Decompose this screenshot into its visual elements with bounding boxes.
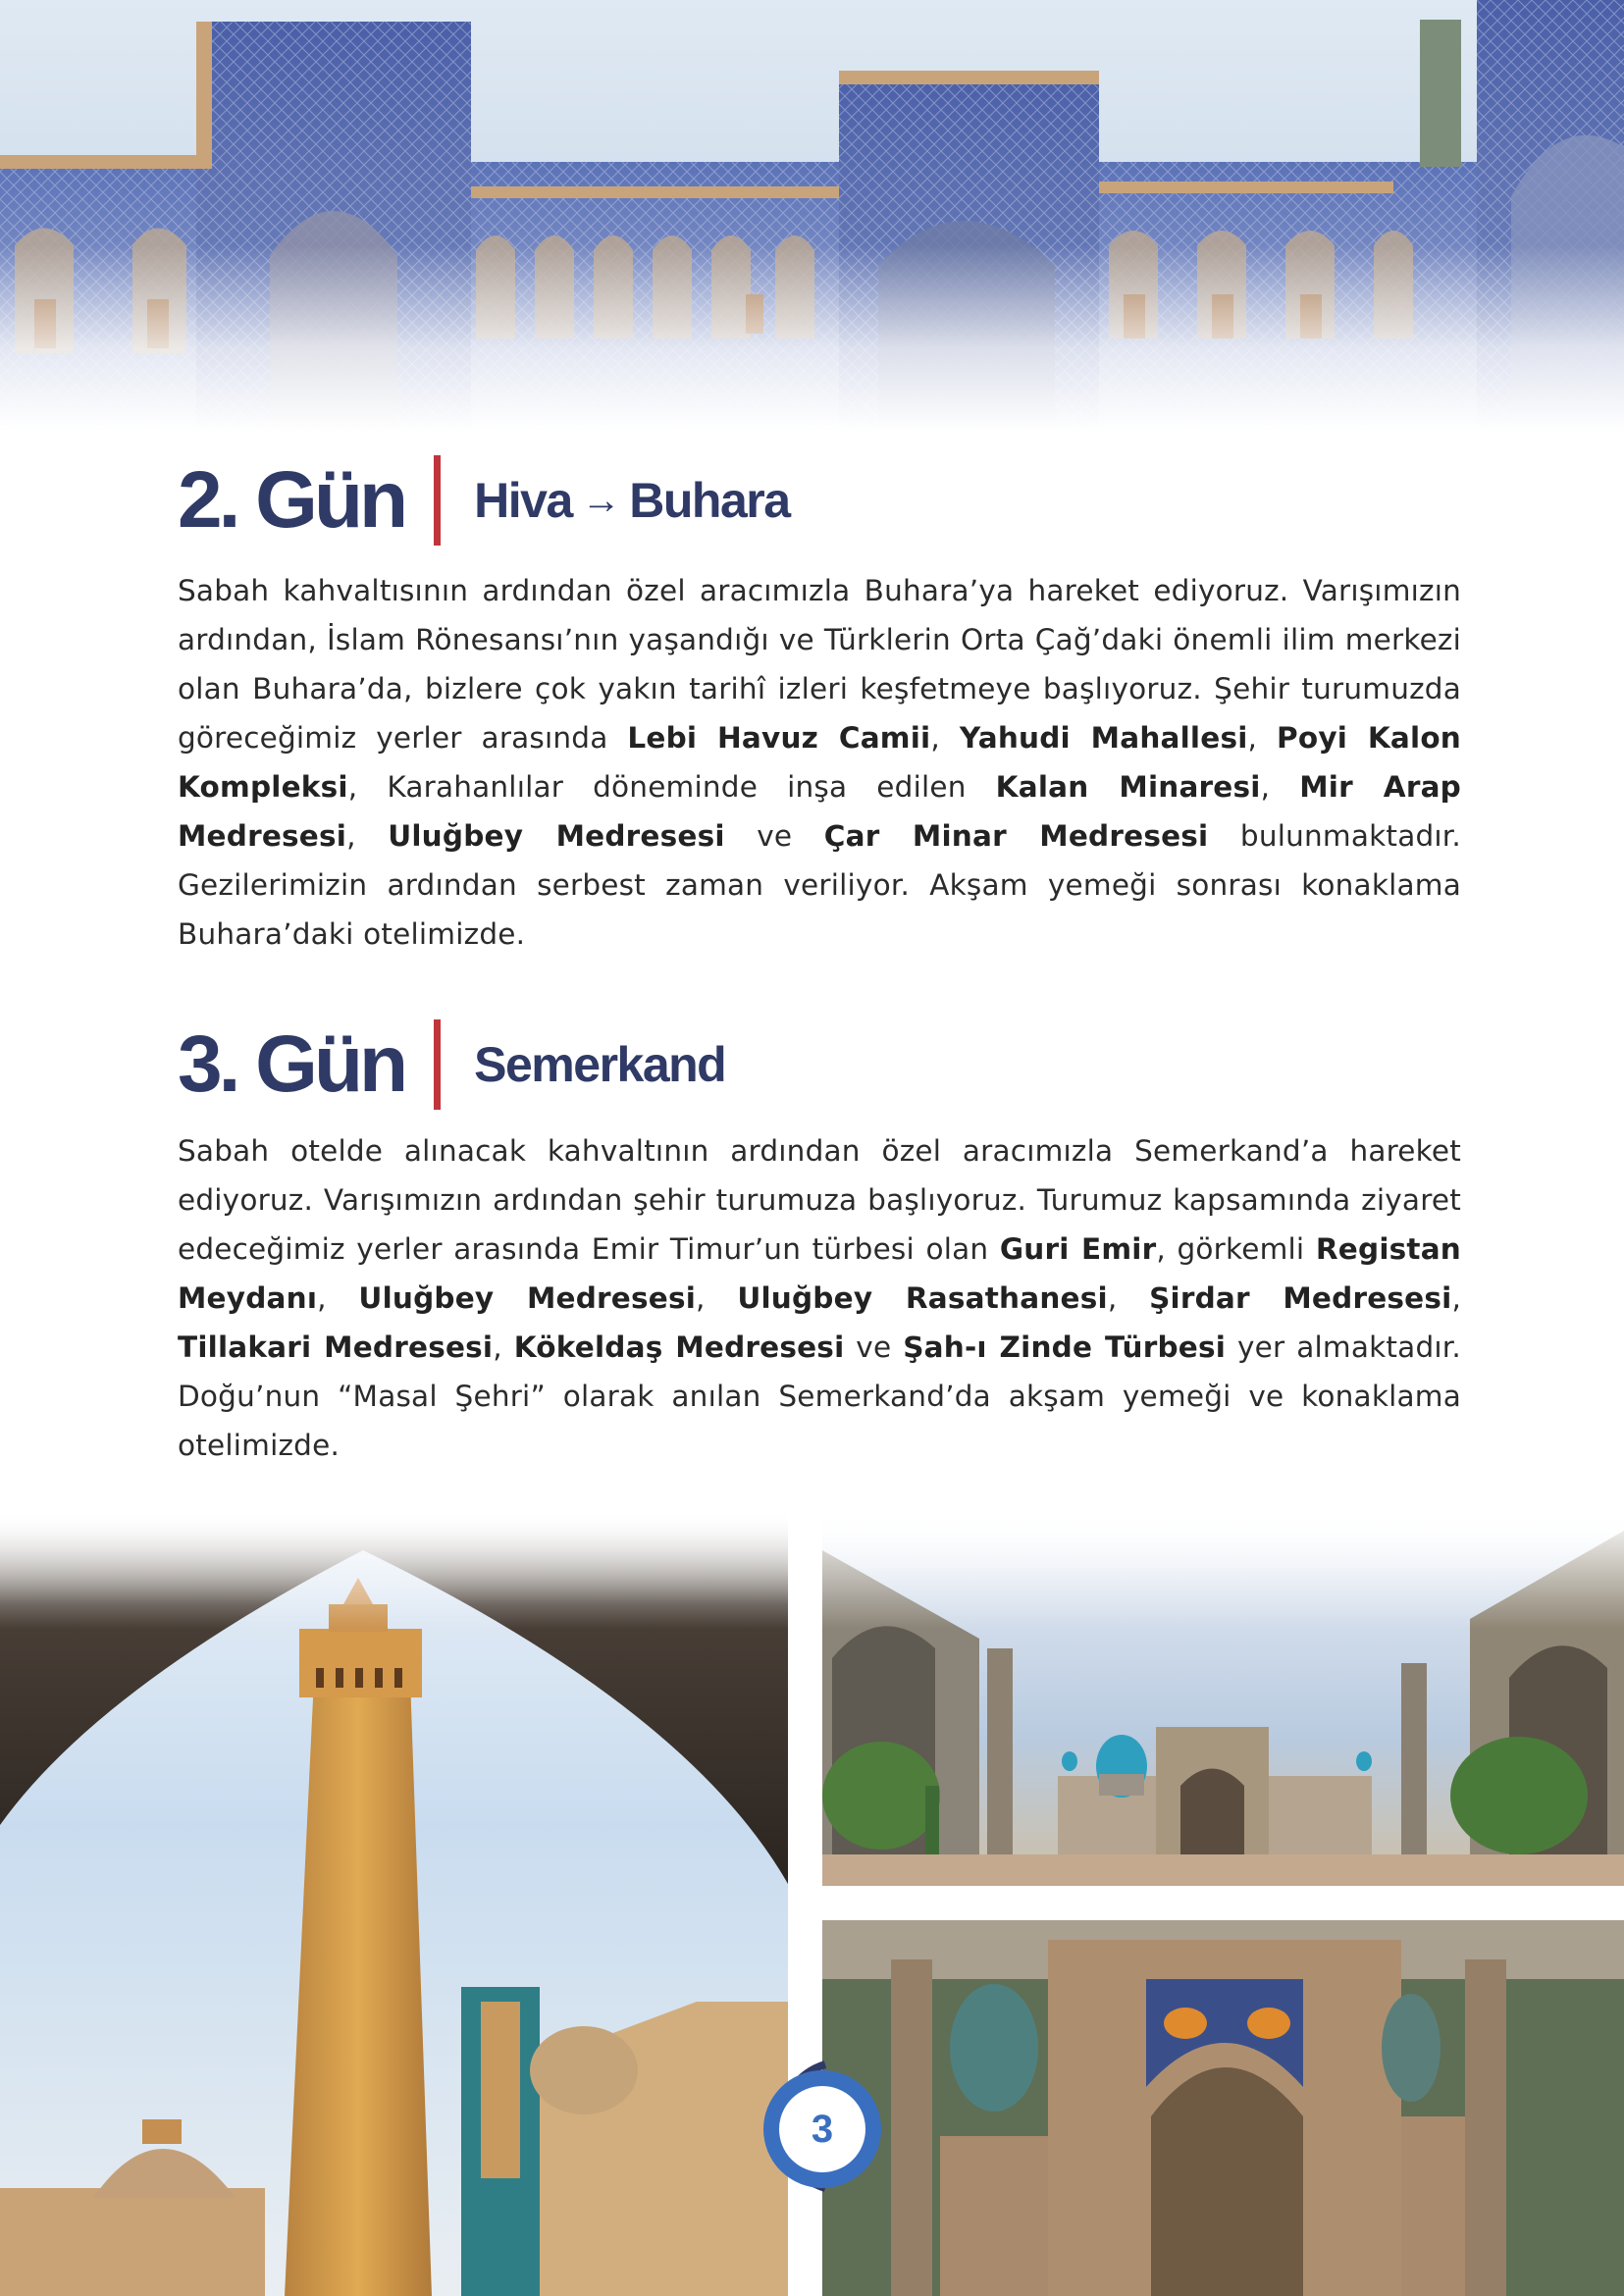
day-2-section xyxy=(178,446,1461,959)
place-name: Kökeldaş Medresesi xyxy=(513,1331,845,1364)
place-name: Guri Emir xyxy=(999,1232,1157,1266)
page-number-badge xyxy=(742,2053,889,2200)
place-name: Çar Minar Medresesi xyxy=(823,819,1209,853)
place-name: Uluğbey Rasathanesi xyxy=(737,1281,1108,1315)
paragraph-text: , xyxy=(317,1281,359,1315)
paragraph-text: , xyxy=(1260,770,1300,804)
arrow-right-icon: → xyxy=(581,479,620,522)
paragraph-text: ve xyxy=(844,1331,904,1364)
place-name: Uluğbey Medresesi xyxy=(358,1281,697,1315)
place-name: Poyi Kalon Kompleksi xyxy=(178,721,1462,804)
day-2-route xyxy=(474,472,789,529)
day-3-route xyxy=(474,1036,725,1093)
hero-fade-overlay xyxy=(0,245,1624,432)
paragraph-text: , xyxy=(346,819,389,853)
day-3-heading xyxy=(178,1011,1461,1119)
day-3-number: 3. Gün xyxy=(178,1019,405,1109)
paragraph-text: , xyxy=(696,1281,738,1315)
paragraph-text: , xyxy=(1107,1281,1150,1315)
day-2-heading xyxy=(178,446,1461,554)
route-city: Semerkand xyxy=(474,1037,726,1092)
day-3-description xyxy=(178,1126,1461,1470)
paragraph-text: Sabah kahvaltısının ardından özel aracımızla Buhara’ya hareket ediyoruz. Varışımızın ardından, İslam Rönesansı’nın yaşandığı ve Türklerin Orta Çağ’daki önemli ilim merkezi olan Buhara’da, bizlere çok yakın tarihî izleri keşfetmeye başlıyoruz. Şehir turumuzda göreceğimiz yerler arasında xyxy=(178,574,1461,755)
place-name: Mir Arap Medresesi xyxy=(178,770,1461,853)
place-name: Uluğbey Medresesi xyxy=(388,819,725,853)
place-name: Lebi Havuz Camii xyxy=(627,721,931,755)
route-to: Buhara xyxy=(629,473,790,528)
paragraph-text: , xyxy=(930,721,960,755)
heading-divider xyxy=(434,455,441,546)
paragraph-text: , Karahanlılar döneminde inşa edilen xyxy=(347,770,996,804)
paragraph-text: bulunmaktadır. Gezilerimizin ardından serbest zaman veriliyor. Akşam yemeği sonrası konaklama Buhara’daki otelimizde. xyxy=(178,819,1461,951)
photo-fade-overlay xyxy=(0,1511,788,1629)
paragraph-text: Sabah otelde alınacak kahvaltının ardından özel aracımızla Semerkand’a hareket ediyoruz. Varışımızın ardından şehir turumuza başlıyoruz. Turumuz kapsamında ziyaret edeceğimiz yerler arasında Emir Timur’un türbesi olan xyxy=(178,1134,1461,1266)
kalan-minaret-illustration xyxy=(0,1511,788,2296)
paragraph-text: yer almaktadır. Doğu’nun “Masal Şehri” olarak anılan Semerkand’da akşam yemeği ve konaklama otelimizde. xyxy=(178,1331,1461,1462)
paragraph-text: , xyxy=(493,1331,514,1364)
place-name: Tillakari Medresesi xyxy=(178,1331,494,1364)
place-name: Registan Meydanı xyxy=(178,1232,1462,1315)
place-name: Şirdar Medresesi xyxy=(1149,1281,1452,1315)
page-number: 3 xyxy=(811,2107,834,2151)
paragraph-text: , görkemli xyxy=(1156,1232,1316,1266)
photo-fade-overlay xyxy=(822,1511,1624,1629)
photo-registan-square xyxy=(822,1511,1624,1886)
paragraph-text: , xyxy=(1247,721,1278,755)
paragraph-text: , xyxy=(1451,1281,1462,1315)
day-2-number: 2. Gün xyxy=(178,455,405,545)
photo-kalan-minaret xyxy=(0,1511,788,2296)
place-name: Kalan Minaresi xyxy=(995,770,1261,804)
day-3-section xyxy=(178,1011,1461,1470)
route-from: Hiva xyxy=(474,473,572,528)
sherdor-madrasa-illustration xyxy=(822,1920,1624,2296)
photo-sherdor-madrasa xyxy=(822,1920,1624,2296)
paragraph-text: ve xyxy=(724,819,824,853)
place-name: Şah-ı Zinde Türbesi xyxy=(903,1331,1227,1364)
place-name: Yahudi Mahallesi xyxy=(959,721,1248,755)
day-2-description xyxy=(178,566,1461,959)
heading-divider xyxy=(434,1019,441,1110)
hero-photo-madrasa-courtyard xyxy=(0,0,1624,432)
